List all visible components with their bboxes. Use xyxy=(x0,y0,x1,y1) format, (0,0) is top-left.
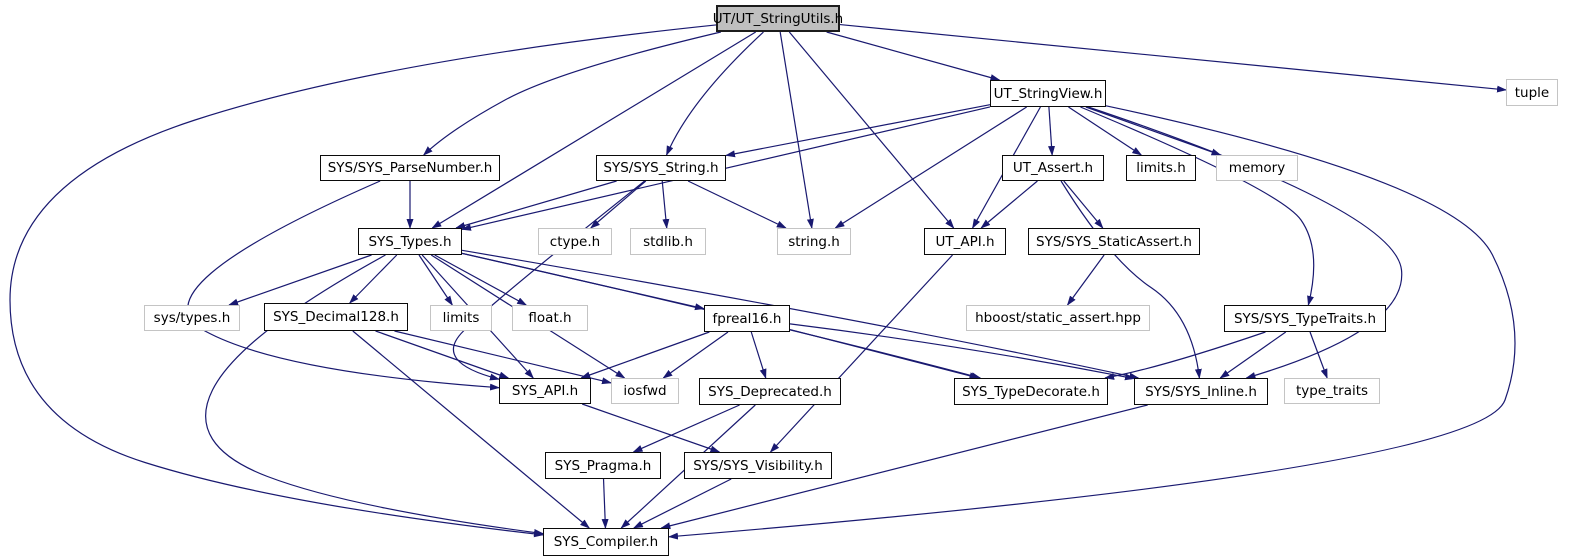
edge-fpreal16-to-iosfwd xyxy=(663,332,728,378)
graph-node-sys-visibility[interactable]: SYS/SYS_Visibility.h xyxy=(684,452,832,479)
edge-ut-stringview-to-sys-types xyxy=(462,107,990,229)
edge-sys-typetraits-to-sys-typedecorate xyxy=(1105,332,1265,378)
edge-sys-string-to-ctype xyxy=(591,181,646,228)
edge-sys-types-to-sys-types-ext xyxy=(229,255,371,305)
graph-node-sys-api[interactable]: SYS_API.h xyxy=(499,378,591,404)
edge-sys-typetraits-to-sys-inline xyxy=(1220,332,1286,378)
edge-sys-string-to-stdlib xyxy=(662,181,666,228)
graph-node-tuple: tuple xyxy=(1506,79,1558,106)
graph-node-sys-decimal128[interactable]: SYS_Decimal128.h xyxy=(264,303,408,331)
edge-ut-api-to-sys-visibility xyxy=(770,255,952,452)
edge-sys-pragma-to-sys-compiler xyxy=(604,479,606,528)
graph-node-stdlib: stdlib.h xyxy=(630,228,706,255)
edge-ut-stringutils-to-tuple xyxy=(840,25,1506,90)
edge-sys-staticassert-to-hboost xyxy=(1068,255,1105,305)
edge-fpreal16-to-sys-deprecated xyxy=(751,332,765,378)
graph-node-ut-api[interactable]: UT_API.h xyxy=(924,228,1006,255)
graph-node-sys-parsenumber[interactable]: SYS/SYS_ParseNumber.h xyxy=(320,155,500,181)
edge-sys-string-to-sys-types xyxy=(456,181,617,228)
graph-node-ut-stringview[interactable]: UT_StringView.h xyxy=(990,80,1106,107)
graph-node-type-traits: type_traits xyxy=(1284,378,1380,404)
edge-fpreal16-to-sys-api xyxy=(581,332,709,378)
graph-node-sys-types[interactable]: SYS_Types.h xyxy=(358,228,462,255)
edge-sys-decimal128-to-sys-api xyxy=(376,331,509,378)
graph-node-hboost: hboost/static_assert.hpp xyxy=(966,305,1150,331)
graph-node-ctype: ctype.h xyxy=(538,228,612,255)
edge-ut-stringutils-to-ut-api xyxy=(789,32,953,228)
graph-node-sys-staticassert[interactable]: SYS/SYS_StaticAssert.h xyxy=(1028,228,1200,255)
graph-node-fpreal16[interactable]: fpreal16.h xyxy=(704,305,790,332)
graph-node-limits-ext: limits xyxy=(430,305,492,331)
graph-node-memory: memory xyxy=(1216,155,1298,181)
graph-node-float-h: float.h xyxy=(512,305,588,331)
edge-ut-assert-to-sys-inline xyxy=(1061,181,1199,378)
graph-node-sys-inline[interactable]: SYS/SYS_Inline.h xyxy=(1134,378,1268,405)
graph-node-sys-typetraits[interactable]: SYS/SYS_TypeTraits.h xyxy=(1224,305,1386,332)
edge-ut-stringview-to-sys-string xyxy=(726,105,990,156)
graph-node-sys-string[interactable]: SYS/SYS_String.h xyxy=(596,155,726,181)
graph-node-sys-deprecated[interactable]: SYS_Deprecated.h xyxy=(699,378,841,405)
graph-node-sys-compiler[interactable]: SYS_Compiler.h xyxy=(543,528,669,556)
graph-node-ut-stringutils: UT/UT_StringUtils.h xyxy=(716,5,840,32)
graph-node-string-h: string.h xyxy=(777,228,851,255)
graph-node-sys-types-ext: sys/types.h xyxy=(144,305,240,331)
edge-sys-parsenumber-to-sys-api xyxy=(188,181,499,388)
graph-node-iosfwd: iosfwd xyxy=(611,378,679,404)
edge-sys-types-to-float-h xyxy=(435,255,527,305)
graph-node-sys-typedecorate[interactable]: SYS_TypeDecorate.h xyxy=(954,378,1108,405)
edge-sys-string-to-string-h xyxy=(688,181,786,228)
edge-ut-stringutils-to-ut-stringview xyxy=(827,32,1000,80)
edge-fpreal16-to-sys-inline xyxy=(790,324,1134,379)
edge-sys-deprecated-to-sys-pragma xyxy=(633,405,739,452)
edge-ut-stringview-to-string-h xyxy=(835,107,1026,228)
edge-sys-decimal128-to-iosfwd xyxy=(394,331,611,383)
graph-node-limits-h[interactable]: limits.h xyxy=(1126,155,1196,181)
graph-node-sys-pragma[interactable]: SYS_Pragma.h xyxy=(545,452,661,479)
edge-ut-stringutils-to-string-h xyxy=(780,32,812,228)
edge-ut-stringutils-to-sys-string xyxy=(667,32,764,155)
edge-ut-assert-to-ut-api xyxy=(981,181,1037,228)
edge-ut-stringview-to-memory xyxy=(1086,107,1221,155)
edge-ut-stringview-to-sys-typetraits xyxy=(1080,107,1313,305)
edge-sys-types-to-sys-compiler xyxy=(206,255,543,534)
graph-node-ut-assert[interactable]: UT_Assert.h xyxy=(1002,155,1104,181)
edge-sys-string-to-sys-api xyxy=(453,181,644,379)
edge-sys-decimal128-to-sys-compiler xyxy=(353,331,589,528)
edge-ut-stringview-to-ut-assert xyxy=(1049,107,1052,155)
edge-ut-assert-to-sys-staticassert xyxy=(1064,181,1103,228)
